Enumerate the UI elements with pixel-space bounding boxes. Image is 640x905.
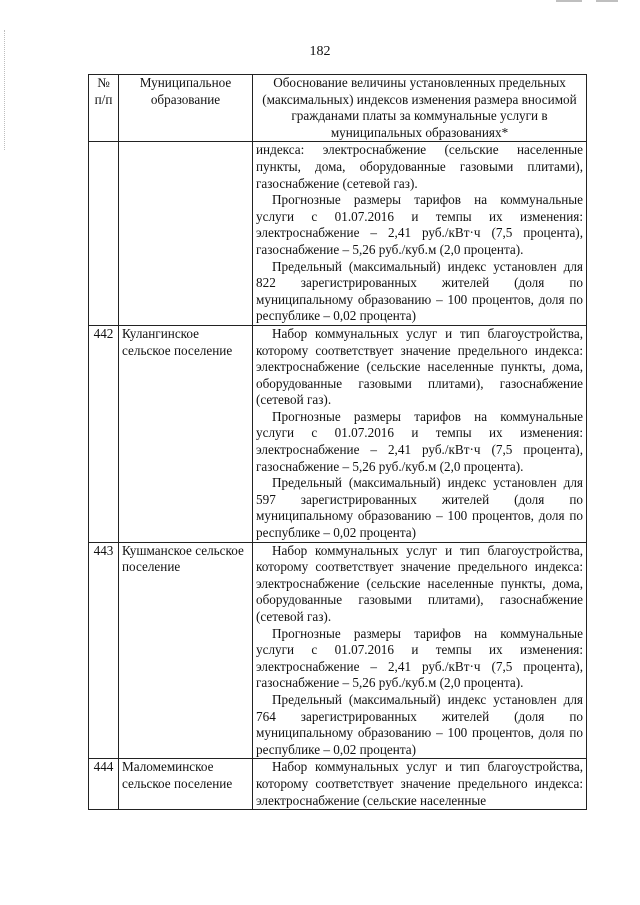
justification-paragraph: Прогнозные размеры тарифов на коммунальные услуги с 01.07.2016 и темпы их изменения: электроснабжение – 2,41 руб./кВт·ч (7,5 процента), газоснабжение – 5,26 руб./куб.м (2,0 процента). [256, 625, 583, 691]
row-municipality-cell [119, 142, 253, 326]
table-row-442 [89, 325, 587, 542]
table-row-444 [89, 759, 587, 810]
row-justification-cell [253, 542, 587, 759]
justification-paragraph: Предельный (максимальный) индекс установлен для 822 зарегистрированных жителей (доля по муниципальному образованию – 100 процентов, доля по республике – 0,02 процента) [256, 258, 583, 324]
row-number: 443 [89, 542, 119, 759]
table-row-443 [89, 542, 587, 759]
row-number-cell [89, 142, 119, 326]
justification-paragraph: Предельный (максимальный) индекс установлен для 597 зарегистрированных жителей (доля по муниципальному образованию – 100 процентов, доля по республике – 0,02 процента) [256, 475, 583, 541]
row-justification-cell [253, 325, 587, 542]
header-number: № п/п [89, 75, 119, 142]
justification-paragraph: Прогнозные размеры тарифов на коммунальные услуги с 01.07.2016 и темпы их изменения: электроснабжение – 2,41 руб./кВт·ч (7,5 процента), газоснабжение – 5,26 руб./куб.м (2,0 процента). [256, 408, 583, 474]
table-row-continuation [89, 142, 587, 326]
page-number: 182 [309, 44, 331, 59]
table-header-row [89, 75, 587, 142]
row-number: 444 [89, 759, 119, 810]
scan-artifact-line-2 [596, 0, 618, 2]
row-justification-cell [253, 142, 587, 326]
justification-paragraph: Набор коммунальных услуг и тип благоустройства, которому соответствует значение предельного индекса: электроснабжение (сельские населенные [256, 759, 583, 808]
justification-paragraph: Предельный (максимальный) индекс установлен для 764 зарегистрированных жителей (доля по муниципальному образованию – 100 процентов, доля по республике – 0,02 процента) [256, 691, 583, 757]
row-number: 442 [89, 325, 119, 542]
justification-paragraph: Набор коммунальных услуг и тип благоустройства, которому соответствует значение предельного индекса: электроснабжение (сельские населенные пункты, дома, оборудованные газовыми плитами), газоснабжение (сетевой газ). [256, 542, 583, 624]
row-municipality: Кушманское сельское поселение [119, 542, 253, 759]
scan-artifact-line-1 [556, 0, 582, 2]
header-justification: Обоснование величины установленных предельных (максимальных) индексов изменения размера вносимой гражданами платы за коммунальные услуги в муниципальных образованиях* [253, 75, 587, 142]
tariff-index-table [88, 74, 587, 810]
row-justification-cell [253, 759, 587, 810]
header-municipality: Муниципальное образование [119, 75, 253, 142]
justification-paragraph: Прогнозные размеры тарифов на коммунальные услуги с 01.07.2016 и темпы их изменения: электроснабжение – 2,41 руб./кВт·ч (7,5 процента), газоснабжение – 5,26 руб./куб.м (2,0 процента). [256, 192, 583, 257]
row-municipality: Кулангинское сельское поселение [119, 325, 253, 542]
justification-paragraph: индекса: электроснабжение (сельские населенные пункты, дома, оборудованные газовыми плитами), газоснабжение (сетевой газ). [256, 142, 583, 191]
justification-paragraph: Набор коммунальных услуг и тип благоустройства, которому соответствует значение предельного индекса: электроснабжение (сельские населенные пункты, дома, оборудованные газовыми плитами), газоснабжение (сетевой газ). [256, 325, 583, 408]
row-municipality: Маломеминское сельское поселение [119, 759, 253, 810]
